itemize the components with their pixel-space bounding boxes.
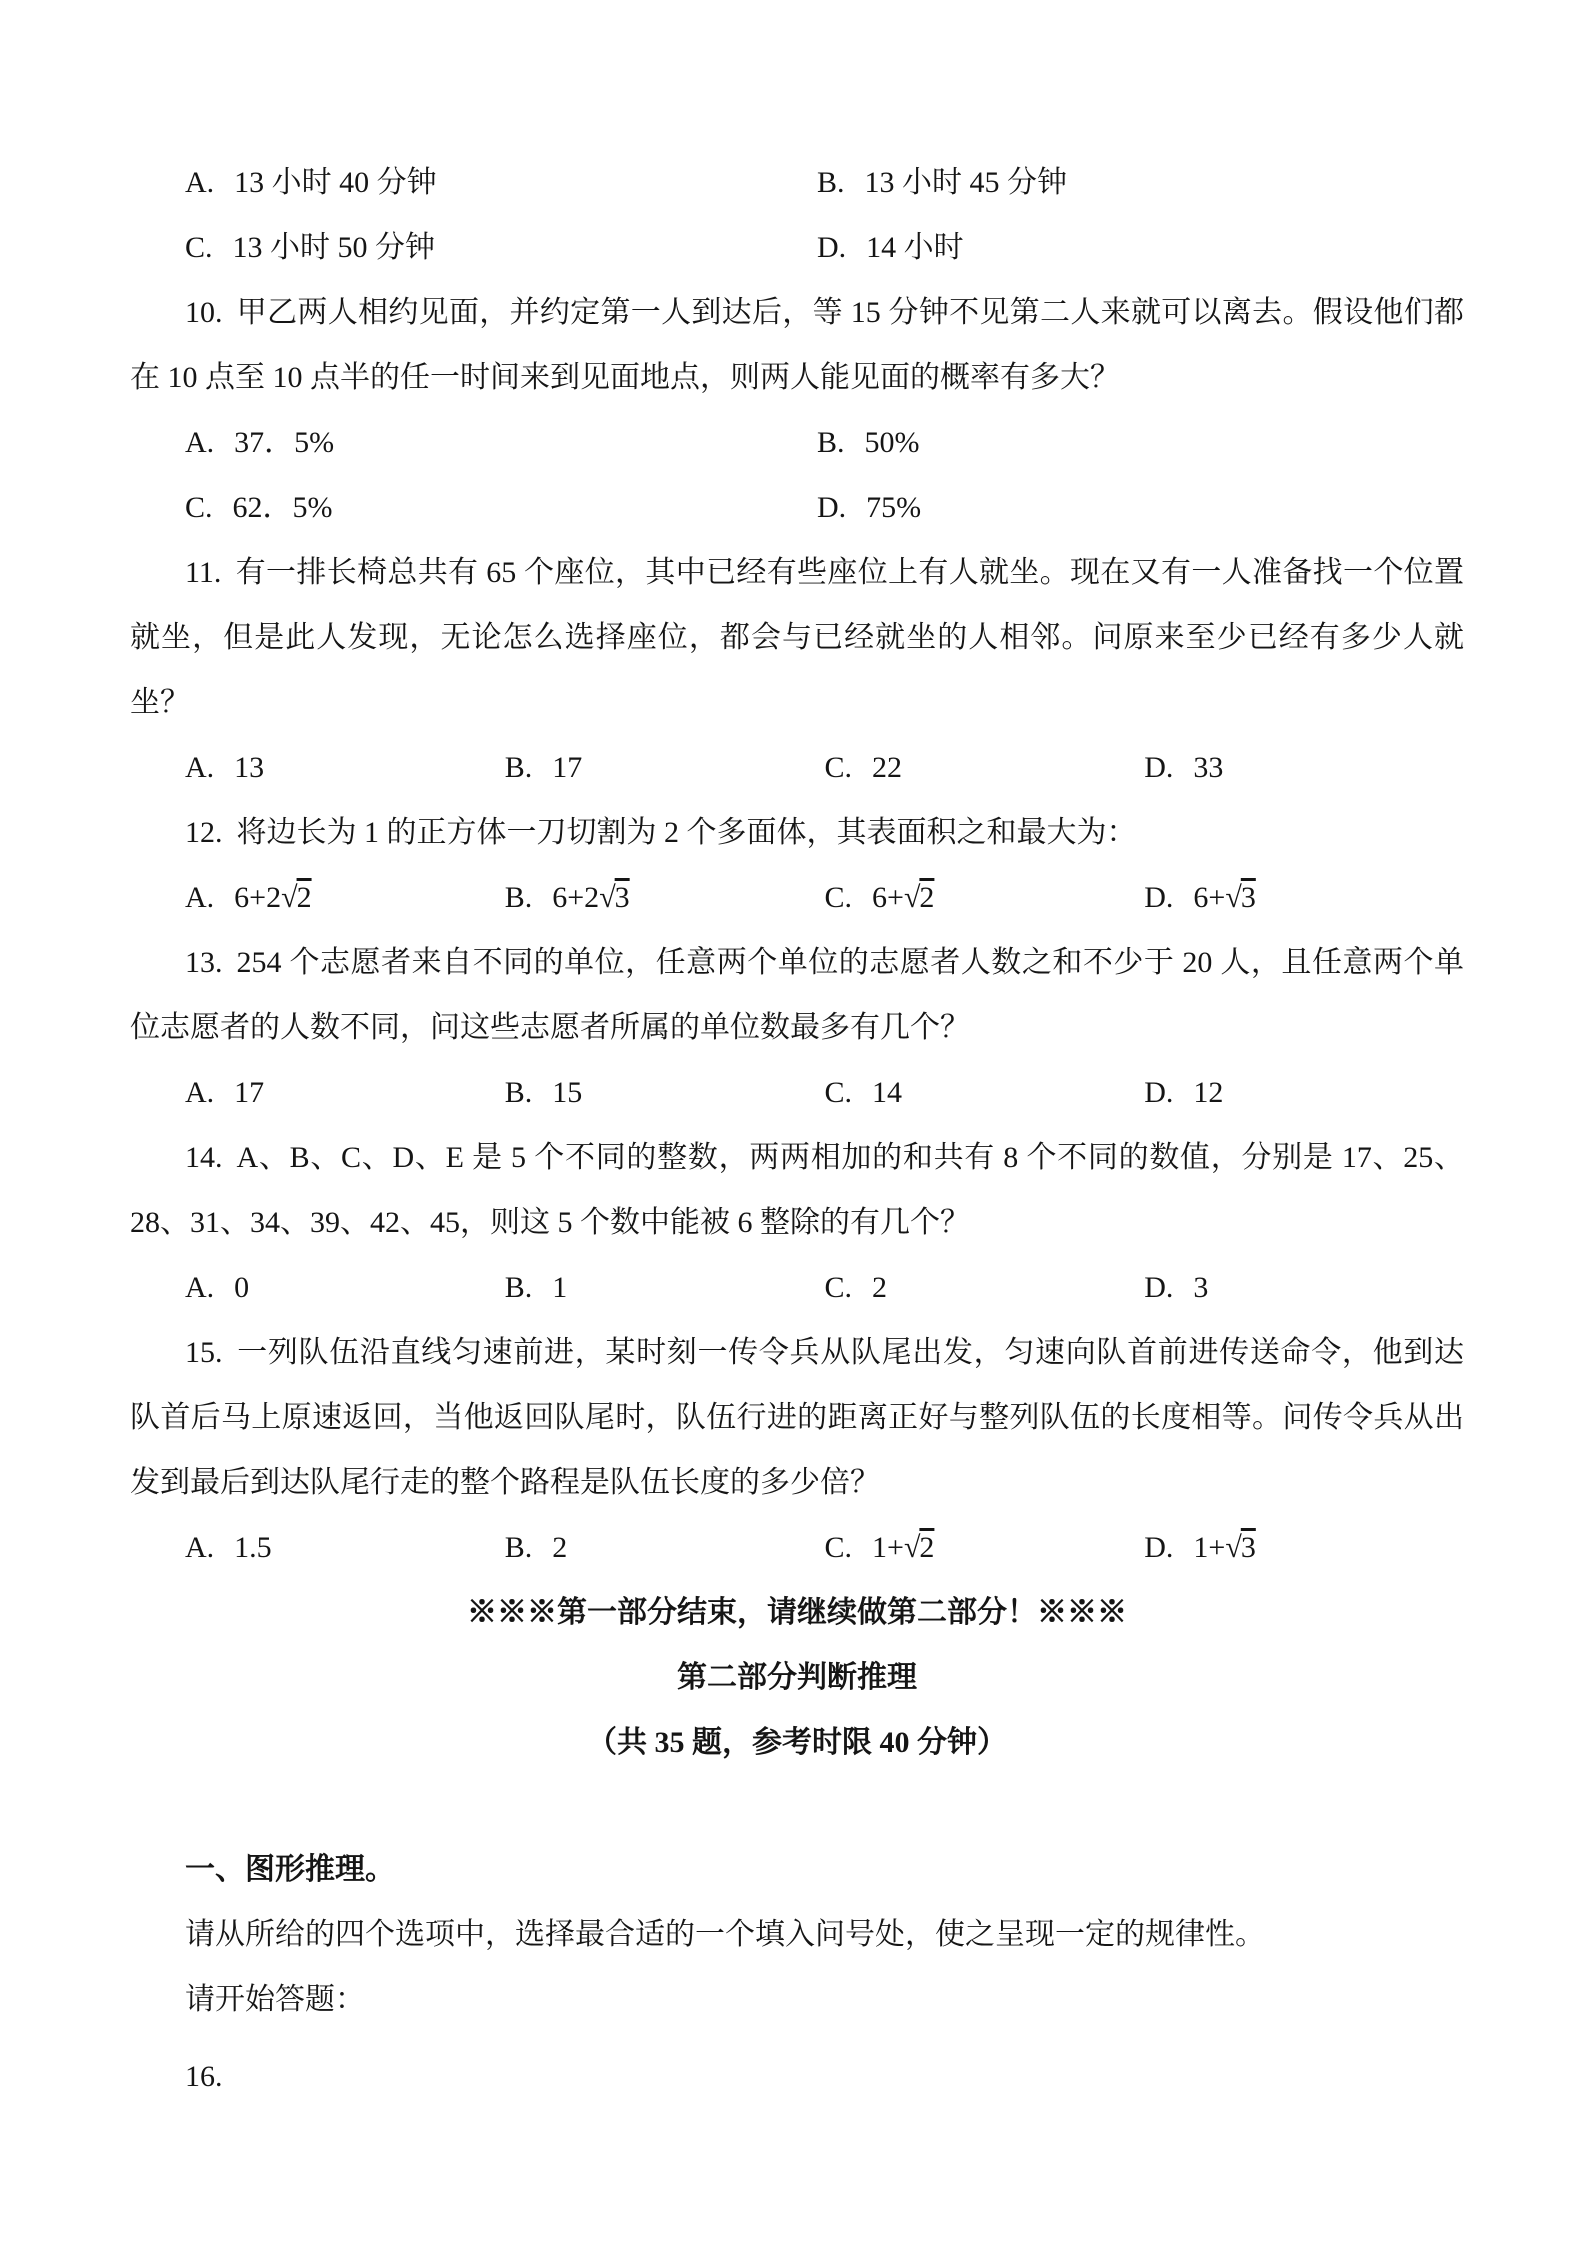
- option: [185, 735, 505, 800]
- option: [185, 410, 817, 475]
- option: [825, 865, 1145, 930]
- begin-prompt: 请开始答题：: [185, 1983, 365, 2016]
- option-label: D.: [817, 491, 847, 524]
- option: [505, 1060, 825, 1125]
- option-text: 17: [552, 751, 583, 784]
- section-instruction: 请从所给的四个选项中，选择最合适的一个填入问号处，使之呈现一定的规律性。: [185, 1918, 1265, 1951]
- option-text: 3: [1193, 1271, 1209, 1304]
- option: [185, 1060, 505, 1125]
- option-label: D.: [1144, 1076, 1174, 1109]
- question-10-text: [130, 280, 1464, 410]
- option-text: 1: [552, 1271, 568, 1304]
- question-15-text: [130, 1320, 1464, 1515]
- option: [1144, 1255, 1464, 1320]
- option-label: D.: [817, 231, 847, 264]
- math-expression: 6+√3: [1193, 881, 1256, 914]
- option-label: C.: [824, 1531, 853, 1564]
- option-text: 75%: [866, 491, 922, 524]
- math-expression: 1+√3: [1193, 1531, 1256, 1564]
- option-label: B.: [817, 426, 845, 459]
- option-label: A.: [185, 1531, 215, 1564]
- option-label: B.: [504, 751, 533, 784]
- sqrt-icon: √: [1225, 1531, 1241, 1564]
- carryover-options-row-1: [185, 150, 1464, 215]
- question-body: A、B、C、D、E 是 5 个不同的整数，两两相加的和共有 8 个不同的数值，分别是 17、25、28、31、34、39、42、45，则这 5 个数中能被 6 整除的有几个？: [130, 1141, 1464, 1239]
- option-text: 13 小时 50 分钟: [232, 231, 436, 264]
- option-label: D.: [1144, 1271, 1174, 1304]
- question-13-options-row: [185, 1060, 1464, 1125]
- option: [185, 1515, 505, 1580]
- question-number: 14.: [185, 1141, 223, 1174]
- part-separator: ※※※第一部分结束，请继续做第二部分！※※※: [467, 1596, 1127, 1629]
- option-label: B.: [817, 166, 845, 199]
- option: [1144, 1060, 1464, 1125]
- question-body: 一列队伍沿直线匀速前进，某时刻一传令兵从队尾出发，匀速向队首前进传送命令，他到达队首后马上原速返回，当他返回队尾时，队伍行进的距离正好与整列队伍的长度相等。问传令兵从出发到最后到达队尾行走的整个路程是队伍长度的多少倍？: [130, 1336, 1464, 1499]
- option-label: C.: [824, 881, 853, 914]
- option-label: A.: [185, 751, 215, 784]
- part2-heading: 第二部分判断推理: [677, 1661, 917, 1694]
- question-body: 有一排长椅总共有 65 个座位，其中已经有些座位上有人就坐。现在又有一人准备找一个位置就坐，但是此人发现，无论怎么选择座位，都会与已经就坐的人相邻。问原来至少已经有多少人就坐？: [130, 556, 1464, 719]
- sqrt-icon: √: [903, 1531, 920, 1564]
- question-11-text: [130, 540, 1464, 735]
- option-text: 12: [1193, 1076, 1224, 1109]
- math-expression: 1+√2: [872, 1531, 935, 1564]
- option-label: A.: [185, 1271, 215, 1304]
- option: [825, 1515, 1145, 1580]
- option-text: 13 小时 40 分钟: [234, 166, 437, 199]
- option: [185, 215, 817, 280]
- option-label: B.: [504, 1076, 533, 1109]
- math-expression: 6+√2: [872, 881, 935, 914]
- question-14-options-row: [185, 1255, 1464, 1320]
- option: [825, 1060, 1145, 1125]
- option-text: 22: [872, 751, 903, 784]
- math-expression: 6+2√3: [552, 881, 630, 914]
- sqrt-icon: √: [903, 881, 920, 914]
- option-label: C.: [185, 491, 213, 524]
- option: [185, 150, 817, 215]
- option: [817, 475, 1449, 540]
- option-text: 15: [552, 1076, 583, 1109]
- option: [185, 865, 505, 930]
- sqrt-icon: √: [281, 881, 297, 914]
- option-text: 0: [234, 1271, 250, 1304]
- option-label: B.: [504, 1271, 533, 1304]
- question-12-options-row: [185, 865, 1464, 930]
- option-text: 37．5%: [234, 426, 335, 459]
- question-number: 13.: [185, 946, 223, 979]
- option-text: 13 小时 45 分钟: [864, 166, 1068, 199]
- option-label: C.: [824, 751, 853, 784]
- option-text: 14: [872, 1076, 903, 1109]
- question-10-options-row-2: [185, 475, 1464, 540]
- option-label: D.: [1144, 881, 1174, 914]
- part2-subtitle: （共 35 题，参考时限 40 分钟）: [587, 1726, 1007, 1759]
- question-number: 15.: [185, 1336, 223, 1369]
- option-label: C.: [824, 1271, 853, 1304]
- option: [817, 150, 1449, 215]
- math-expression: 6+2√2: [234, 881, 312, 914]
- question-number: 10.: [185, 296, 223, 329]
- question-10-options-row-1: [185, 410, 1464, 475]
- option-label: A.: [185, 426, 215, 459]
- option-text: 50%: [864, 426, 920, 459]
- option-text: 13: [234, 751, 265, 784]
- option-text: 33: [1193, 751, 1224, 784]
- option: [1144, 735, 1464, 800]
- question-12-text: [130, 800, 1464, 865]
- option: [1144, 865, 1464, 930]
- option-label: D.: [1144, 751, 1174, 784]
- option: [505, 1255, 825, 1320]
- option-label: B.: [504, 1531, 533, 1564]
- option-text: 14 小时: [866, 231, 964, 264]
- sqrt-icon: √: [599, 881, 615, 914]
- question-number: 12.: [185, 816, 223, 849]
- option: [185, 475, 817, 540]
- option: [817, 215, 1449, 280]
- option: [505, 865, 825, 930]
- option-label: A.: [185, 1076, 215, 1109]
- question-15-options-row: [185, 1515, 1464, 1580]
- question-11-options-row: [185, 735, 1464, 800]
- option: [1144, 1515, 1464, 1580]
- option-label: D.: [1144, 1531, 1174, 1564]
- option: [505, 735, 825, 800]
- option: [825, 735, 1145, 800]
- option-text: 17: [234, 1076, 265, 1109]
- carryover-options-row-2: [185, 215, 1464, 280]
- question-body: 甲乙两人相约见面，并约定第一人到达后，等 15 分钟不见第二人来就可以离去。假设他们都在 10 点至 10 点半的任一时间来到见面地点，则两人能见面的概率有多大？: [130, 296, 1464, 394]
- option-label: C.: [824, 1076, 853, 1109]
- question-body: 254 个志愿者来自不同的单位，任意两个单位的志愿者人数之和不少于 20 人，且任意两个单位志愿者的人数不同，问这些志愿者所属的单位数最多有几个？: [130, 946, 1464, 1044]
- option-text: 62．5%: [232, 491, 333, 524]
- sqrt-icon: √: [1225, 881, 1241, 914]
- question-13-text: [130, 930, 1464, 1060]
- question-14-text: [130, 1125, 1464, 1255]
- option-text: 2: [872, 1271, 888, 1304]
- option-label: A.: [185, 881, 215, 914]
- option: [185, 1255, 505, 1320]
- option-label: A.: [185, 166, 215, 199]
- question-number: 11.: [185, 556, 222, 589]
- section-title: 一、图形推理。: [185, 1853, 395, 1886]
- option-label: B.: [504, 881, 533, 914]
- option: [505, 1515, 825, 1580]
- option-text: 2: [552, 1531, 568, 1564]
- question-body: 将边长为 1 的正方体一刀切割为 2 个多面体，其表面积之和最大为：: [236, 816, 1137, 849]
- option: [825, 1255, 1145, 1320]
- option: [817, 410, 1449, 475]
- question-16-number: 16.: [185, 2060, 223, 2093]
- option-text: 1.5: [234, 1531, 272, 1564]
- option-label: C.: [185, 231, 213, 264]
